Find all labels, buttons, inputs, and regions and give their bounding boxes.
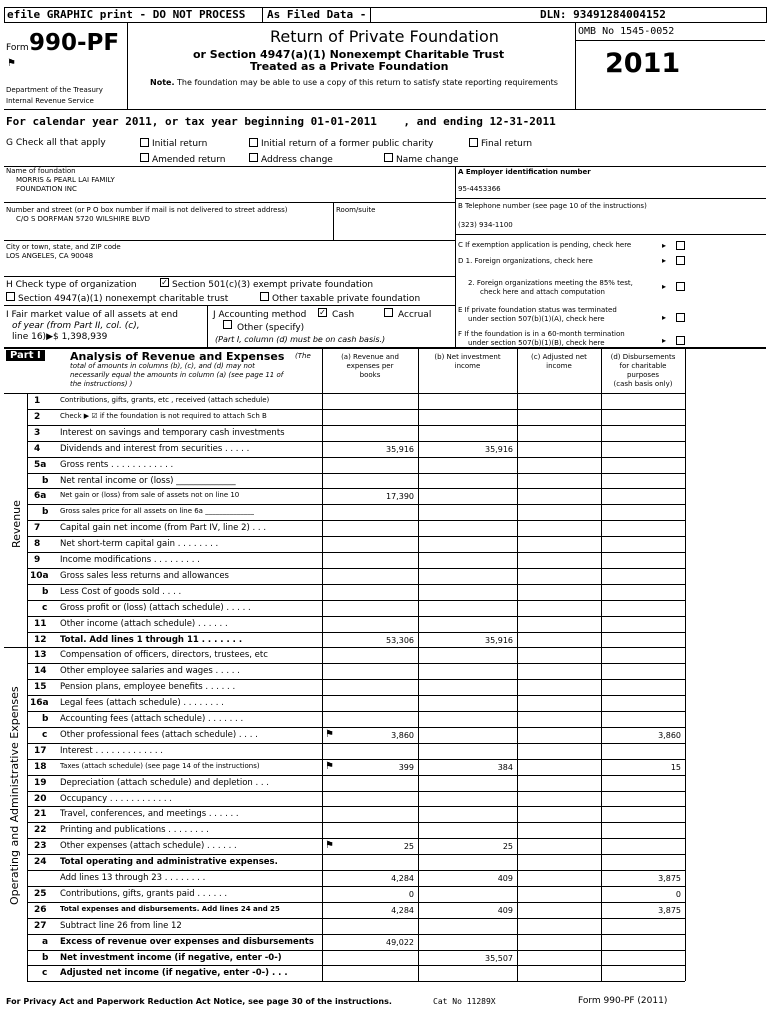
- part-i-desc-1: total of amounts in columns (b), (c), and (d) may not: [70, 362, 255, 370]
- form-subtitle-1: or Section 4947(a)(1) Nonexempt Charitable Trust: [193, 48, 505, 61]
- foreign-85-label-1: 2. Foreign organizations meeting the 85% test,: [468, 279, 633, 287]
- section-501c3-label: Section 501(c)(3) exempt private foundation: [172, 280, 374, 290]
- col-d-header-line: purposes: [626, 371, 660, 379]
- line-description: Total. Add lines 1 through 11 . . . . . . .: [60, 634, 243, 645]
- form-note: Note. The foundation may be able to use a copy of this return to satisfy state reporting requirements: [150, 78, 558, 87]
- part-i-title: Analysis of Revenue and Expenses: [70, 350, 285, 363]
- foundation-name-line2: FOUNDATION INC: [16, 185, 77, 193]
- ein-value: 95-4453366: [458, 185, 501, 193]
- line-description: Accounting fees (attach schedule) . . . . . . .: [60, 714, 244, 724]
- line-description: Check ▶ ☑ if the foundation is not required to attach Sch B: [60, 411, 267, 420]
- revenue-side-label: Revenue: [10, 500, 23, 548]
- other-taxable-checkbox[interactable]: [260, 292, 269, 301]
- phone-value: (323) 934-1100: [458, 221, 513, 229]
- line-description: Add lines 13 through 23 . . . . . . . .: [60, 873, 206, 883]
- foundation-name-line1: MORRIS & PEARL LAI FAMILY: [16, 176, 115, 184]
- footer-form-number: Form 990-PF (2011): [578, 996, 668, 1006]
- col-d-header-line: for charitable: [619, 362, 667, 370]
- terminated-label-1: E If private foundation status was terminated: [458, 306, 617, 314]
- efile-label: efile GRAPHIC print - DO NOT PROCESS: [7, 8, 246, 21]
- foreign-85-checkbox[interactable]: [676, 282, 685, 291]
- col-d-header-line: (d) Disbursements: [610, 353, 676, 361]
- section-g-label: G Check all that apply: [6, 138, 106, 148]
- col-b-header-line: (b) Net investment: [434, 353, 501, 361]
- part-i-title-note: (The: [295, 352, 311, 360]
- part-i-badge: Part I: [6, 350, 45, 361]
- line-description: Gross profit or (loss) (attach schedule) . . . . .: [60, 602, 251, 613]
- section-h-label: H Check type of organization: [6, 280, 137, 290]
- cell-col-a: 4,284: [391, 905, 414, 915]
- line-number: b: [42, 714, 49, 724]
- exemption-pending-checkbox[interactable]: [676, 241, 685, 250]
- cell-col-b: 35,916: [485, 635, 513, 645]
- col-b-header-line: income: [454, 362, 481, 370]
- col-b-header: [418, 353, 517, 371]
- ein-label: A Employer identification number: [458, 168, 591, 176]
- cell-col-a: 53,306: [386, 635, 414, 645]
- line-number: 13: [34, 650, 47, 661]
- part-i-desc-3: the instructions) ): [70, 380, 133, 388]
- line-number: 26: [34, 904, 47, 915]
- col-a-header-line: books: [359, 371, 381, 379]
- foreign-org-checkbox[interactable]: [676, 256, 685, 265]
- line-number: b: [42, 952, 49, 963]
- street-label: Number and street (or P O box number if mail is not delivered to street address): [6, 206, 288, 214]
- final-return-checkbox[interactable]: [469, 138, 478, 147]
- line-description: Dividends and interest from securities . . . . .: [60, 443, 250, 454]
- room-label: Room/suite: [336, 206, 376, 214]
- terminated-checkbox[interactable]: [676, 313, 685, 322]
- street-value: C/O S DORFMAN 5720 WILSHIRE BLVD: [16, 215, 151, 223]
- line-number: 1: [34, 396, 41, 406]
- line-number: 14: [34, 666, 47, 677]
- other-taxable-label: Other taxable private foundation: [272, 294, 421, 304]
- cell-col-d: 3,875: [658, 905, 681, 915]
- line-number: 23: [34, 841, 47, 852]
- fmv-label-2: of year (from Part II, col. (c),: [12, 321, 140, 331]
- line-number: 6a: [34, 491, 47, 502]
- line-number: 3: [34, 427, 41, 438]
- cash-basis-note: (Part I, column (d) must be on cash basis.): [215, 335, 386, 344]
- line-description: Pension plans, employee benefits . . . . . .: [60, 682, 236, 693]
- tax-year-line: For calendar year 2011, or tax year beginning 01-01-2011 , and ending 12-31-2011: [6, 115, 556, 128]
- initial-return-checkbox[interactable]: [140, 138, 149, 147]
- other-method-checkbox[interactable]: [223, 320, 232, 329]
- line-description: Legal fees (attach schedule) . . . . . . . .: [60, 698, 224, 709]
- arrow-d2: ▸: [662, 282, 667, 291]
- arrow-c: ▸: [662, 241, 667, 250]
- part-i-desc-2: necessarily equal the amounts in column (a) (see page 11 of: [70, 371, 284, 379]
- initial-return-label: Initial return: [152, 139, 208, 149]
- line-description: Net short-term capital gain . . . . . . . .: [60, 539, 219, 550]
- line-description: Printing and publications . . . . . . . .: [60, 825, 209, 836]
- line-number: 25: [34, 888, 47, 899]
- line-description: Total expenses and disbursements. Add lines 24 and 25: [60, 904, 280, 913]
- cell-col-a: 17,390: [386, 492, 414, 502]
- line-number: 17: [34, 745, 47, 756]
- line-description: Interest on savings and temporary cash investments: [60, 427, 285, 438]
- amended-return-checkbox[interactable]: [140, 153, 149, 162]
- line-description: Gross rents . . . . . . . . . . . .: [60, 459, 174, 470]
- line-description: Subtract line 26 from line 12: [60, 920, 182, 931]
- col-c-header-line: income: [546, 362, 572, 370]
- line-description: Other professional fees (attach schedule) . . . .: [60, 729, 258, 740]
- form-title: Return of Private Foundation: [270, 27, 499, 46]
- form-prefix: Form: [6, 43, 29, 53]
- cell-col-d: 3,875: [658, 874, 681, 883]
- accrual-label: Accrual: [398, 310, 432, 320]
- initial-former-checkbox[interactable]: [249, 138, 258, 147]
- line-number: c: [42, 602, 48, 613]
- tax-year-box: 2011: [605, 48, 681, 79]
- col-c-header-line: (c) Adjusted net: [531, 353, 587, 361]
- termination-60-label-2: under section 507(b)(1)(B), check here: [468, 339, 605, 347]
- cell-col-d: 15: [670, 762, 681, 772]
- line-description: Taxes (attach schedule) (see page 14 of the instructions): [60, 761, 260, 770]
- line-number: 2: [34, 411, 41, 422]
- name-change-checkbox[interactable]: [384, 153, 393, 162]
- line-number: 4: [34, 443, 41, 454]
- line-description: Net investment income (if negative, enter -0-): [60, 952, 282, 963]
- line-number: 10a: [30, 570, 49, 581]
- line-number: 16a: [30, 698, 49, 709]
- line-description: Interest . . . . . . . . . . . . .: [60, 745, 164, 756]
- line-description: Contributions, gifts, grants paid . . . . . .: [60, 888, 228, 899]
- line-number: b: [42, 507, 49, 518]
- cell-col-b: 35,507: [485, 953, 513, 963]
- cell-col-b: 25: [502, 842, 513, 852]
- cash-label: Cash: [332, 310, 355, 320]
- line-description: Total operating and administrative expenses.: [60, 857, 278, 868]
- line-description: Other expenses (attach schedule) . . . . . .: [60, 841, 237, 852]
- line-description: Net rental income or (loss) ______________: [60, 475, 236, 486]
- col-c-header: [517, 353, 601, 371]
- phone-label: B Telephone number (see page 10 of the instructions): [458, 202, 647, 210]
- line-description: Other income (attach schedule) . . . . . .: [60, 618, 228, 629]
- section-4947-label: Section 4947(a)(1) nonexempt charitable trust: [18, 294, 229, 304]
- termination-60-label-1: F If the foundation is in a 60-month termination: [458, 330, 625, 338]
- address-change-checkbox[interactable]: [249, 153, 258, 162]
- arrow-d1: ▸: [662, 256, 667, 265]
- foreign-org-label: D 1. Foreign organizations, check here: [458, 257, 593, 265]
- terminated-label-2: under section 507(b)(1)(A), check here: [468, 315, 605, 323]
- line-number: 15: [34, 682, 47, 693]
- fmv-label-1: I Fair market value of all assets at end: [6, 310, 178, 320]
- line-description: Excess of revenue over expenses and disbursements: [60, 936, 314, 947]
- line-number: 11: [34, 618, 47, 629]
- cell-col-a: 0: [408, 889, 414, 899]
- cash-checkbox[interactable]: ✓: [319, 308, 326, 317]
- line-description: Less Cost of goods sold . . . .: [60, 586, 182, 597]
- col-d-header: [601, 353, 685, 389]
- privacy-notice: For Privacy Act and Paperwork Reduction Act Notice, see page 30 of the instructions.: [6, 997, 392, 1006]
- cell-col-a: 35,916: [386, 444, 414, 454]
- col-a-header-line: (a) Revenue and: [341, 353, 399, 361]
- line-number: 20: [34, 793, 47, 804]
- fmv-label-3: line 16)▶$ 1,398,939: [12, 332, 108, 342]
- attachment-icon: ⚑: [7, 58, 16, 69]
- cell-col-a: 49,022: [386, 937, 414, 947]
- line-description: Adjusted net income (if negative, enter -0-) . . .: [60, 968, 288, 979]
- as-filed-label: As Filed Data -: [267, 8, 367, 21]
- line-number: c: [42, 968, 48, 979]
- line-number: 19: [34, 777, 47, 788]
- line-number: 18: [34, 761, 47, 772]
- line-description: Other employee salaries and wages . . . . .: [60, 666, 240, 677]
- line-number: b: [42, 475, 49, 486]
- line-number: 24: [34, 857, 47, 868]
- line-description: Occupancy . . . . . . . . . . . .: [60, 793, 172, 804]
- dept-irs: Internal Revenue Service: [6, 97, 94, 105]
- expenses-side-label: Operating and Administrative Expenses: [8, 686, 21, 905]
- accrual-checkbox[interactable]: [384, 308, 393, 317]
- line-number: b: [42, 586, 49, 597]
- col-a-header-line: expenses per: [346, 362, 394, 370]
- attachment-icon[interactable]: ⚑: [325, 760, 334, 772]
- line-number: 9: [34, 555, 41, 565]
- form-number: 990-PF: [29, 30, 120, 56]
- omb-number: OMB No 1545-0052: [578, 26, 675, 37]
- line-description: Net gain or (loss) from sale of assets not on line 10: [60, 491, 240, 500]
- cell-col-a: 399: [398, 762, 414, 772]
- dept-treasury: Department of the Treasury: [6, 86, 103, 94]
- city-label: City or town, state, and ZIP code: [6, 243, 121, 251]
- attachment-icon[interactable]: ⚑: [325, 728, 334, 740]
- form-subtitle-2: Treated as a Private Foundation: [250, 60, 449, 73]
- termination-60-checkbox[interactable]: [676, 336, 685, 345]
- address-change-label: Address change: [261, 155, 333, 165]
- line-description: Gross sales less returns and allowances: [60, 570, 229, 581]
- catalog-number: Cat No 11289X: [433, 997, 496, 1006]
- line-number: 7: [34, 523, 41, 534]
- amended-return-label: Amended return: [152, 155, 226, 165]
- line-number: 22: [34, 825, 47, 836]
- col-a-header: [322, 353, 418, 380]
- cell-col-b: 384: [497, 762, 513, 772]
- line-number: 21: [34, 809, 47, 820]
- line-number: a: [42, 936, 49, 947]
- line-description: Income modifications . . . . . . . . .: [60, 555, 200, 565]
- line-number: c: [42, 729, 48, 740]
- other-method-label: Other (specify): [237, 323, 305, 333]
- cell-col-b: 409: [497, 874, 513, 883]
- cell-col-a: 25: [403, 842, 414, 852]
- line-description: Compensation of officers, directors, trustees, etc: [60, 650, 268, 661]
- line-description: Travel, conferences, and meetings . . . . . .: [60, 809, 239, 820]
- section-501c3-checkbox[interactable]: ✓: [161, 278, 168, 287]
- cell-col-b: 409: [497, 905, 513, 915]
- arrow-f: ▸: [662, 336, 667, 345]
- line-description: Gross sales price for all assets on line 6a ______________: [60, 507, 255, 516]
- line-number: 12: [34, 634, 47, 645]
- cell-col-d: 0: [675, 889, 681, 899]
- cell-col-a: 3,860: [391, 730, 414, 740]
- initial-former-label: Initial return of a former public charity: [261, 139, 434, 149]
- section-4947-checkbox[interactable]: [6, 292, 15, 301]
- attachment-icon[interactable]: ⚑: [325, 840, 334, 852]
- exemption-pending-label: C If exemption application is pending, check here: [458, 241, 632, 249]
- line-number: 27: [34, 920, 47, 931]
- final-return-label: Final return: [481, 139, 533, 149]
- accounting-method-label: J Accounting method: [213, 310, 307, 320]
- cell-col-d: 3,860: [658, 730, 681, 740]
- dln-label: DLN: 93491284004152: [540, 8, 666, 21]
- city-value: LOS ANGELES, CA 90048: [6, 252, 94, 260]
- name-change-label: Name change: [396, 155, 459, 165]
- cell-col-b: 35,916: [485, 444, 513, 454]
- arrow-e: ▸: [662, 313, 667, 322]
- foreign-85-label-2: check here and attach computation: [480, 288, 605, 296]
- cell-col-a: 4,284: [391, 874, 414, 883]
- line-description: Capital gain net income (from Part IV, line 2) . . .: [60, 523, 267, 534]
- line-number: 8: [34, 539, 41, 550]
- line-description: Contributions, gifts, grants, etc , received (attach schedule): [60, 396, 270, 404]
- line-number: 5a: [34, 459, 47, 470]
- line-description: Depreciation (attach schedule) and depletion . . .: [60, 777, 270, 788]
- foundation-name-label: Name of foundation: [6, 167, 76, 175]
- col-d-header-line: (cash basis only): [613, 380, 673, 388]
